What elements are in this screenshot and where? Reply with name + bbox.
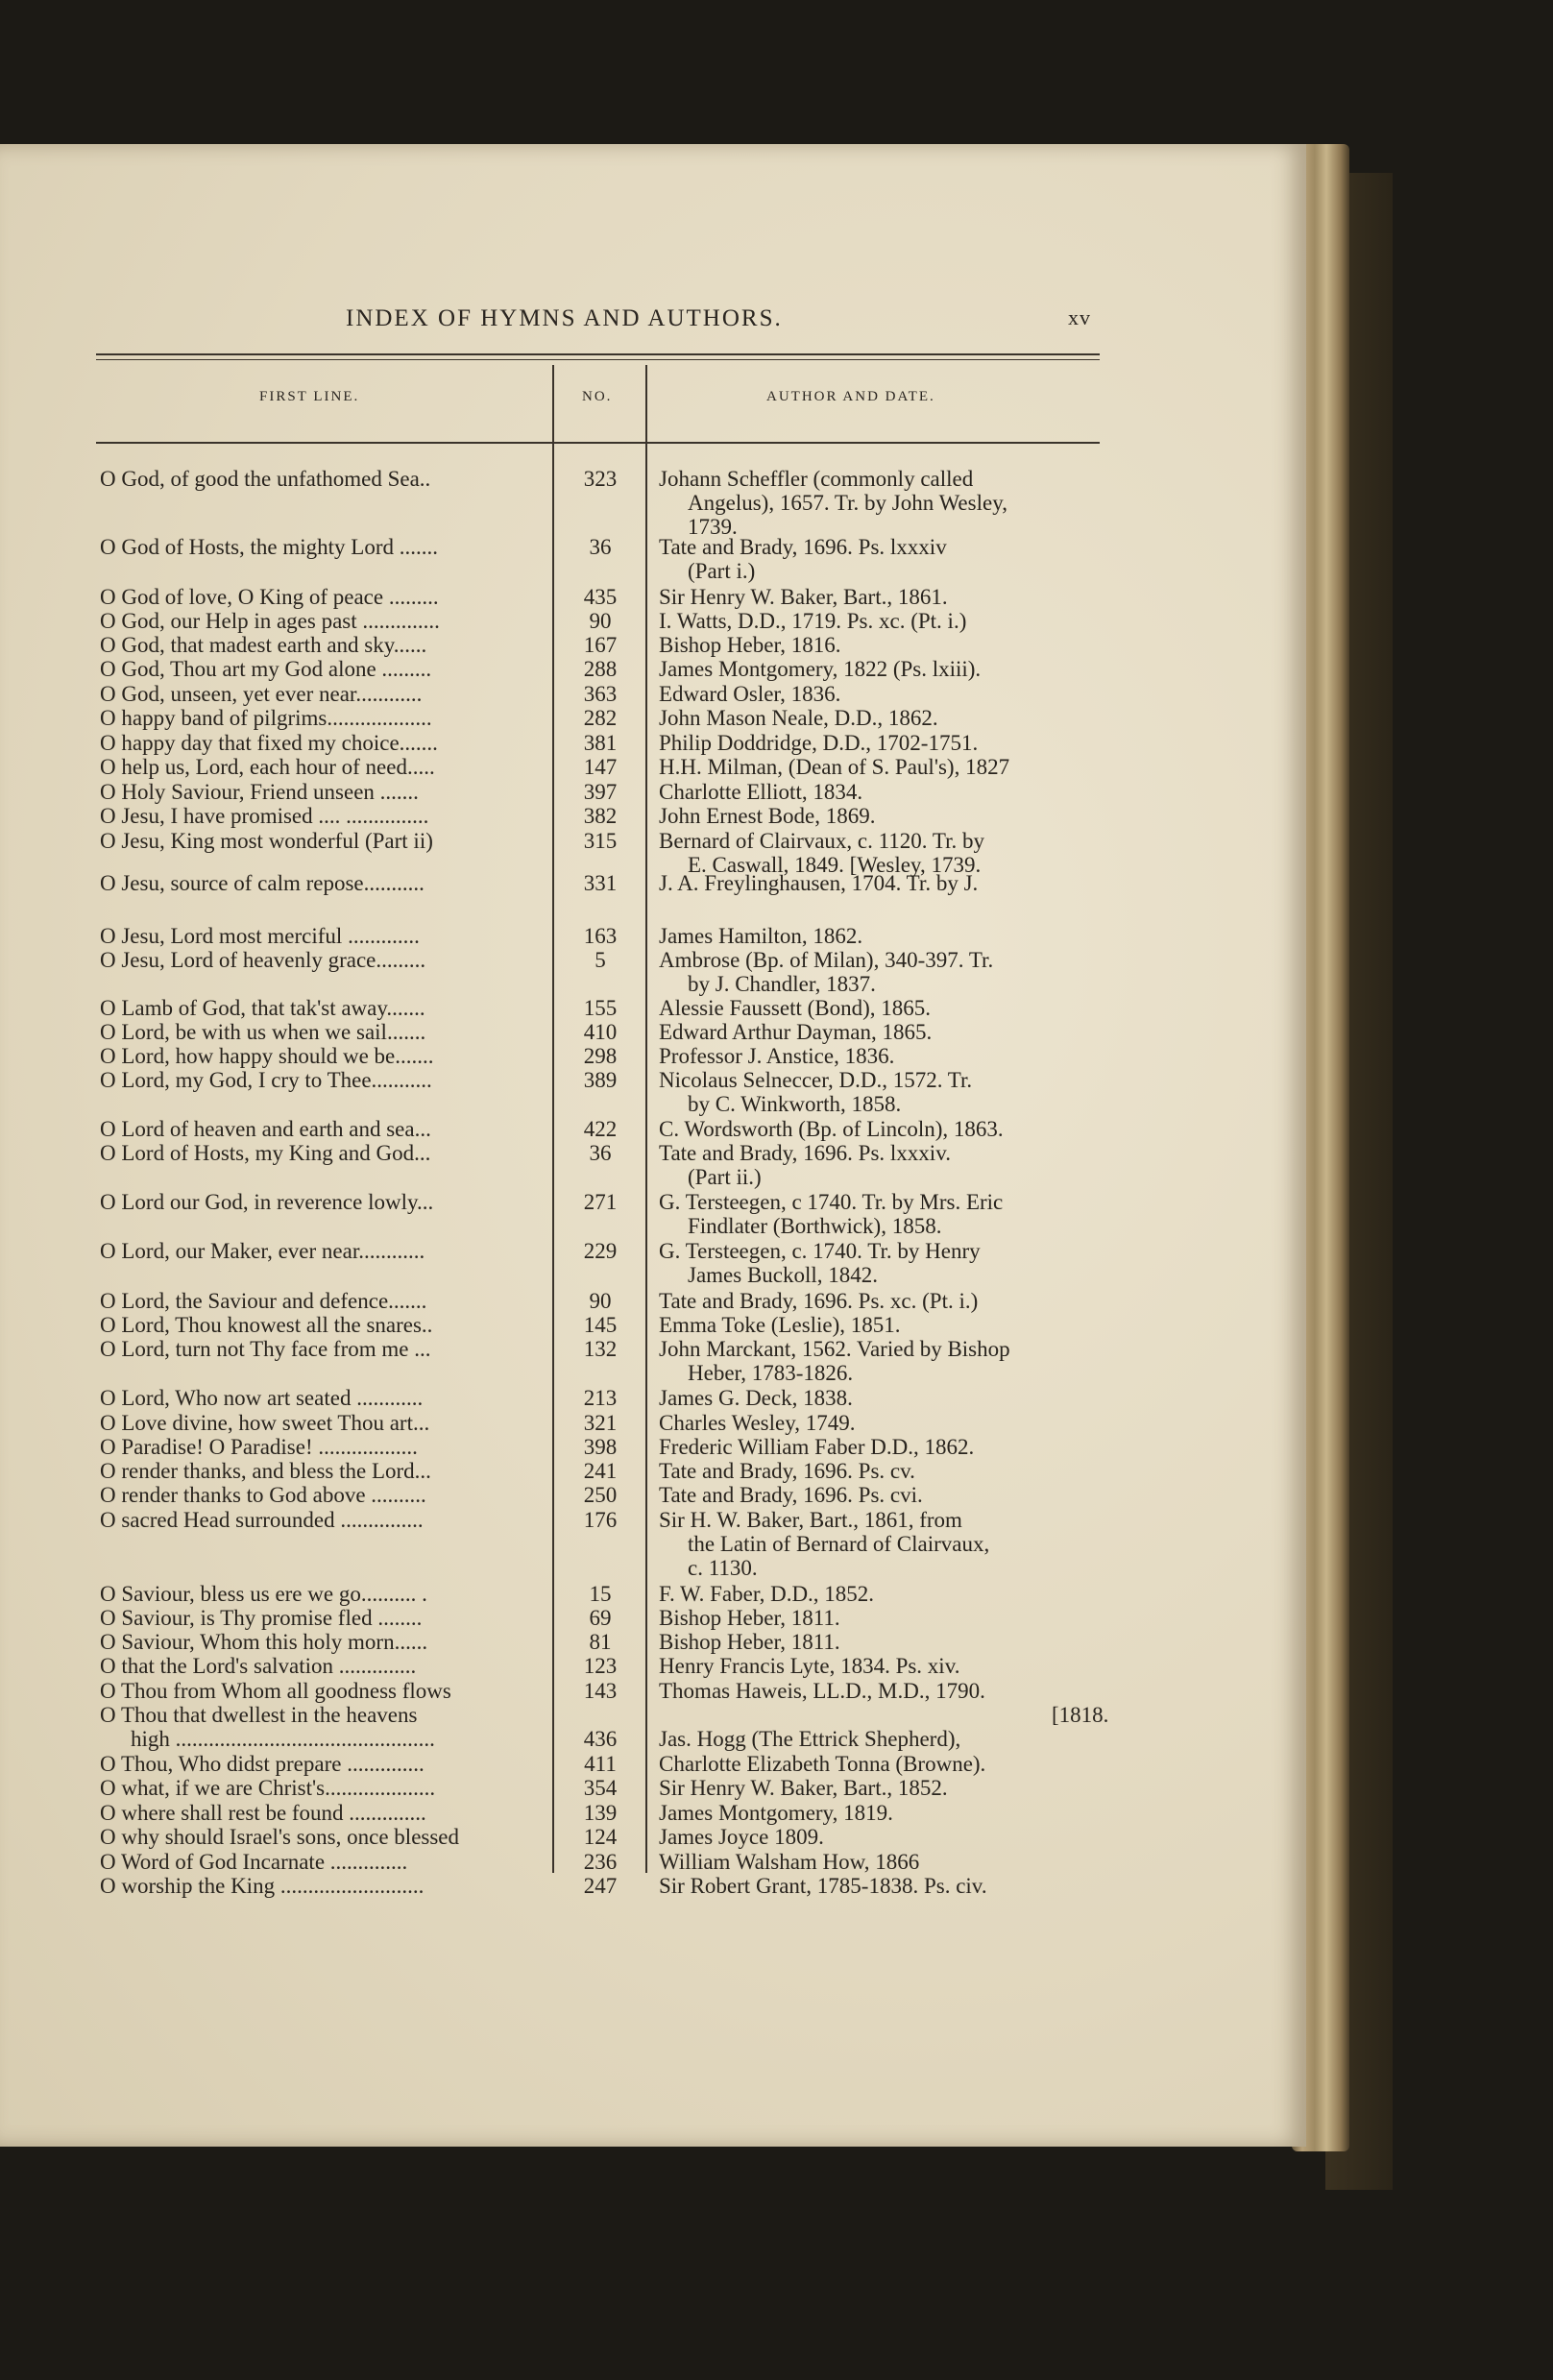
column-header-author: AUTHOR AND DATE. bbox=[766, 389, 935, 404]
hymn-number: 382 bbox=[583, 804, 618, 828]
author-and-date: Sir Henry W. Baker, Bart., 1861. bbox=[659, 585, 948, 609]
hymn-first-line: O God, that madest earth and sky...... bbox=[100, 633, 427, 657]
hymn-number: 145 bbox=[583, 1313, 618, 1337]
hymn-number: 167 bbox=[583, 633, 618, 657]
hymn-number: 213 bbox=[583, 1386, 618, 1410]
author-and-date: John Mason Neale, D.D., 1862. bbox=[659, 706, 938, 730]
hymn-first-line: O Lord, Thou knowest all the snares.. bbox=[100, 1313, 433, 1337]
author-and-date: James Montgomery, 1819. bbox=[659, 1801, 893, 1825]
hymn-number: 250 bbox=[583, 1483, 618, 1507]
author-and-date: E. Caswall, 1849. [Wesley, 1739. bbox=[688, 853, 982, 877]
author-and-date: Emma Toke (Leslie), 1851. bbox=[659, 1313, 901, 1337]
hymn-first-line: O Saviour, is Thy promise fled ........ bbox=[100, 1606, 423, 1630]
author-and-date: Bishop Heber, 1811. bbox=[659, 1630, 840, 1654]
hymn-first-line: O Lord, how happy should we be....... bbox=[100, 1044, 434, 1068]
hymn-first-line: O Lord of Hosts, my King and God... bbox=[100, 1141, 431, 1165]
author-and-date: Charlotte Elliott, 1834. bbox=[659, 780, 863, 804]
author-and-date: Professor J. Anstice, 1836. bbox=[659, 1044, 895, 1068]
author-and-date: John Ernest Bode, 1869. bbox=[659, 804, 876, 828]
author-and-date: Findlater (Borthwick), 1858. bbox=[688, 1214, 942, 1238]
hymn-number: 271 bbox=[583, 1190, 618, 1214]
hymn-number: 411 bbox=[584, 1752, 617, 1776]
author-and-date: William Walsham How, 1866 bbox=[659, 1850, 920, 1874]
hymn-first-line: O Lord, my God, I cry to Thee........... bbox=[100, 1068, 432, 1092]
hymn-number: 422 bbox=[583, 1117, 618, 1141]
top-rule-thin bbox=[96, 359, 1100, 360]
author-and-date: James G. Deck, 1838. bbox=[659, 1386, 853, 1410]
hymn-number: 247 bbox=[583, 1874, 618, 1898]
hymn-first-line: O Lord, the Saviour and defence....... bbox=[100, 1289, 427, 1313]
hymn-first-line: O Lord of heaven and earth and sea... bbox=[100, 1117, 431, 1141]
hymn-number: 410 bbox=[583, 1020, 618, 1044]
author-and-date: c. 1130. bbox=[688, 1556, 758, 1580]
hymn-first-line: O worship the King .......................... bbox=[100, 1874, 425, 1898]
hymn-first-line: O God, of good the unfathomed Sea.. bbox=[100, 467, 431, 491]
author-and-date: Tate and Brady, 1696. Ps. lxxxiv bbox=[659, 535, 947, 559]
hymn-number: 363 bbox=[583, 682, 618, 706]
author-and-date: Tate and Brady, 1696. Ps. lxxxiv. bbox=[659, 1141, 951, 1165]
author-and-date: I. Watts, D.D., 1719. Ps. xc. (Pt. i.) bbox=[659, 609, 967, 633]
hymn-number: 90 bbox=[589, 609, 612, 633]
hymn-first-line: O what, if we are Christ's.................... bbox=[100, 1776, 436, 1800]
hymn-first-line: O Saviour, Whom this holy morn...... bbox=[100, 1630, 428, 1654]
author-and-date: Bishop Heber, 1816. bbox=[659, 633, 841, 657]
hymn-first-line: O happy band of pilgrims................... bbox=[100, 706, 432, 730]
author-and-date: James Buckoll, 1842. bbox=[688, 1263, 879, 1287]
author-and-date: Ambrose (Bp. of Milan), 340-397. Tr. bbox=[659, 948, 994, 972]
hymn-first-line: O Lord, be with us when we sail....... bbox=[100, 1020, 426, 1044]
author-and-date: Edward Osler, 1836. bbox=[659, 682, 841, 706]
hymn-first-line: O Saviour, bless us ere we go.......... . bbox=[100, 1582, 427, 1606]
hymn-first-line: O Holy Saviour, Friend unseen ....... bbox=[100, 780, 419, 804]
author-and-date: Philip Doddridge, D.D., 1702-1751. bbox=[659, 731, 979, 755]
author-and-date: Nicolaus Selneccer, D.D., 1572. Tr. bbox=[659, 1068, 973, 1092]
author-and-date: Edward Arthur Dayman, 1865. bbox=[659, 1020, 933, 1044]
hymn-number: 381 bbox=[583, 731, 618, 755]
author-and-date: G. Tersteegen, c 1740. Tr. by Mrs. Eric bbox=[659, 1190, 1004, 1214]
author-and-date: 1739. bbox=[688, 515, 738, 539]
hymn-first-line-continued: high ............................................... bbox=[131, 1727, 435, 1751]
hymn-number: 323 bbox=[583, 467, 618, 491]
author-and-date: Tate and Brady, 1696. Ps. cvi. bbox=[659, 1483, 923, 1507]
author-and-date: Heber, 1783-1826. bbox=[688, 1361, 854, 1385]
hymn-number: 15 bbox=[589, 1582, 612, 1606]
author-and-date: Sir Robert Grant, 1785-1838. Ps. civ. bbox=[659, 1874, 987, 1898]
author-and-date: H.H. Milman, (Dean of S. Paul's), 1827 bbox=[659, 755, 1010, 779]
hymn-first-line: O that the Lord's salvation .............. bbox=[100, 1654, 417, 1678]
author-and-date: F. W. Faber, D.D., 1852. bbox=[659, 1582, 875, 1606]
hymn-number: 354 bbox=[583, 1776, 618, 1800]
page-number: xv bbox=[1068, 305, 1091, 329]
hymn-number: 124 bbox=[583, 1825, 618, 1849]
author-and-date: Tate and Brady, 1696. Ps. cv. bbox=[659, 1459, 915, 1483]
hymn-first-line: O Thou from Whom all goodness flows bbox=[100, 1679, 451, 1703]
hymn-first-line: O where shall rest be found .............. bbox=[100, 1801, 426, 1825]
hymn-number: 321 bbox=[583, 1411, 618, 1435]
author-and-date: Tate and Brady, 1696. Ps. xc. (Pt. i.) bbox=[659, 1289, 979, 1313]
hymn-first-line: O God of Hosts, the mighty Lord ....... bbox=[100, 535, 439, 559]
hymn-first-line: O sacred Head surrounded ............... bbox=[100, 1508, 424, 1532]
hymn-number: 139 bbox=[583, 1801, 618, 1825]
hymn-number: 229 bbox=[583, 1239, 618, 1263]
hymn-number: 288 bbox=[583, 657, 618, 681]
author-and-date: C. Wordsworth (Bp. of Lincoln), 1863. bbox=[659, 1117, 1004, 1141]
author-and-date: Jas. Hogg (The Ettrick Shepherd), bbox=[659, 1727, 961, 1751]
hymn-number: 163 bbox=[583, 924, 618, 948]
hymn-number: 315 bbox=[583, 829, 618, 853]
hymn-first-line: O Jesu, source of calm repose........... bbox=[100, 871, 425, 895]
hymn-first-line: O Jesu, Lord of heavenly grace......... bbox=[100, 948, 426, 972]
hymn-number: 36 bbox=[589, 1141, 612, 1165]
hymn-first-line: O render thanks to God above .......... bbox=[100, 1483, 426, 1507]
hymn-first-line: O God, unseen, yet ever near............ bbox=[100, 682, 423, 706]
hymn-number: 36 bbox=[589, 535, 612, 559]
hymn-first-line: O God, Thou art my God alone ......... bbox=[100, 657, 432, 681]
author-and-date: James Montgomery, 1822 (Ps. lxiii). bbox=[659, 657, 982, 681]
hymn-first-line: O Jesu, Lord most merciful ............. bbox=[100, 924, 420, 948]
top-rule bbox=[96, 353, 1100, 355]
author-and-date: James Joyce 1809. bbox=[659, 1825, 824, 1849]
hymn-number: 69 bbox=[589, 1606, 612, 1630]
author-and-date: by J. Chandler, 1837. bbox=[688, 972, 876, 996]
hymn-number: 176 bbox=[583, 1508, 618, 1532]
hymn-number: 331 bbox=[583, 871, 618, 895]
author-and-date: Sir H. W. Baker, Bart., 1861, from bbox=[659, 1508, 962, 1532]
author-and-date: Bernard of Clairvaux, c. 1120. Tr. by bbox=[659, 829, 985, 853]
hymn-first-line: O Jesu, I have promised .... ............... bbox=[100, 804, 429, 828]
author-and-date: Alessie Faussett (Bond), 1865. bbox=[659, 996, 932, 1020]
author-and-date: Thomas Haweis, LL.D., M.D., 1790. bbox=[659, 1679, 985, 1703]
hymn-first-line: O Thou that dwellest in the heavens bbox=[100, 1703, 418, 1727]
hymn-number: 436 bbox=[583, 1727, 618, 1751]
column-divider-right bbox=[645, 365, 647, 1873]
hymn-number: 298 bbox=[583, 1044, 618, 1068]
hymn-first-line: O Paradise! O Paradise! .................. bbox=[100, 1435, 418, 1459]
hymn-first-line: O help us, Lord, each hour of need..... bbox=[100, 755, 435, 779]
author-and-date: James Hamilton, 1862. bbox=[659, 924, 863, 948]
hymn-number: 147 bbox=[583, 755, 618, 779]
author-and-date: (Part i.) bbox=[688, 559, 756, 583]
hymn-first-line: O Lord, Who now art seated ............ bbox=[100, 1386, 424, 1410]
header-rule bbox=[96, 442, 1100, 444]
hymn-number: 132 bbox=[583, 1337, 618, 1361]
column-divider-left bbox=[552, 365, 554, 1873]
hymn-first-line: O Lord our God, in reverence lowly... bbox=[100, 1190, 434, 1214]
hymn-number: 5 bbox=[595, 948, 606, 972]
author-and-date: Sir Henry W. Baker, Bart., 1852. bbox=[659, 1776, 948, 1800]
author-and-date: Angelus), 1657. Tr. by John Wesley, bbox=[688, 491, 1007, 515]
hymn-number: 435 bbox=[583, 585, 618, 609]
author-and-date: by C. Winkworth, 1858. bbox=[688, 1092, 902, 1116]
hymn-first-line: O God of love, O King of peace ......... bbox=[100, 585, 439, 609]
hymn-number: 236 bbox=[583, 1850, 618, 1874]
hymn-number: 282 bbox=[583, 706, 618, 730]
hymn-number: 143 bbox=[583, 1679, 618, 1703]
column-header-first-line: FIRST LINE. bbox=[259, 389, 360, 404]
hymn-number: 241 bbox=[583, 1459, 618, 1483]
hymn-first-line: O Love divine, how sweet Thou art... bbox=[100, 1411, 430, 1435]
author-and-date: Bishop Heber, 1811. bbox=[659, 1606, 840, 1630]
hymn-number: 81 bbox=[589, 1630, 612, 1654]
column-header-no: NO. bbox=[582, 389, 613, 404]
hymn-first-line: O Jesu, King most wonderful (Part ii) bbox=[100, 829, 433, 853]
hymn-number: 155 bbox=[583, 996, 618, 1020]
hymn-first-line: O Thou, Who didst prepare .............. bbox=[100, 1752, 425, 1776]
hymn-number: 389 bbox=[583, 1068, 618, 1092]
author-and-date: Charles Wesley, 1749. bbox=[659, 1411, 856, 1435]
author-and-date: John Marckant, 1562. Varied by Bishop bbox=[659, 1337, 1010, 1361]
hymn-first-line: O Word of God Incarnate .............. bbox=[100, 1850, 408, 1874]
page-title: INDEX OF HYMNS AND AUTHORS. bbox=[346, 305, 783, 331]
author-and-date: J. A. Freylinghausen, 1704. Tr. by J. bbox=[659, 871, 979, 895]
hymn-first-line: O happy day that fixed my choice....... bbox=[100, 731, 438, 755]
hymn-number: 398 bbox=[583, 1435, 618, 1459]
hymn-first-line: O Lord, our Maker, ever near............ bbox=[100, 1239, 425, 1263]
hymn-number: 397 bbox=[583, 780, 618, 804]
author-and-date: G. Tersteegen, c. 1740. Tr. by Henry bbox=[659, 1239, 981, 1263]
hymn-first-line: O why should Israel's sons, once blessed bbox=[100, 1825, 460, 1849]
author-and-date: Henry Francis Lyte, 1834. Ps. xiv. bbox=[659, 1654, 960, 1678]
hymn-first-line: O God, our Help in ages past .............. bbox=[100, 609, 440, 633]
author-and-date: Frederic William Faber D.D., 1862. bbox=[659, 1435, 975, 1459]
hymn-first-line: O Lamb of God, that tak'st away....... bbox=[100, 996, 425, 1020]
author-and-date: (Part ii.) bbox=[688, 1165, 762, 1189]
hymn-number: 123 bbox=[583, 1654, 618, 1678]
hymn-number: 90 bbox=[589, 1289, 612, 1313]
author-and-date: the Latin of Bernard of Clairvaux, bbox=[688, 1532, 990, 1556]
author-and-date: Charlotte Elizabeth Tonna (Browne). bbox=[659, 1752, 986, 1776]
hymn-first-line: O render thanks, and bless the Lord... bbox=[100, 1459, 431, 1483]
author-and-date: Johann Scheffler (commonly called bbox=[659, 467, 974, 491]
hymn-first-line: O Lord, turn not Thy face from me ... bbox=[100, 1337, 431, 1361]
author-and-date: [1818. bbox=[1052, 1703, 1109, 1727]
